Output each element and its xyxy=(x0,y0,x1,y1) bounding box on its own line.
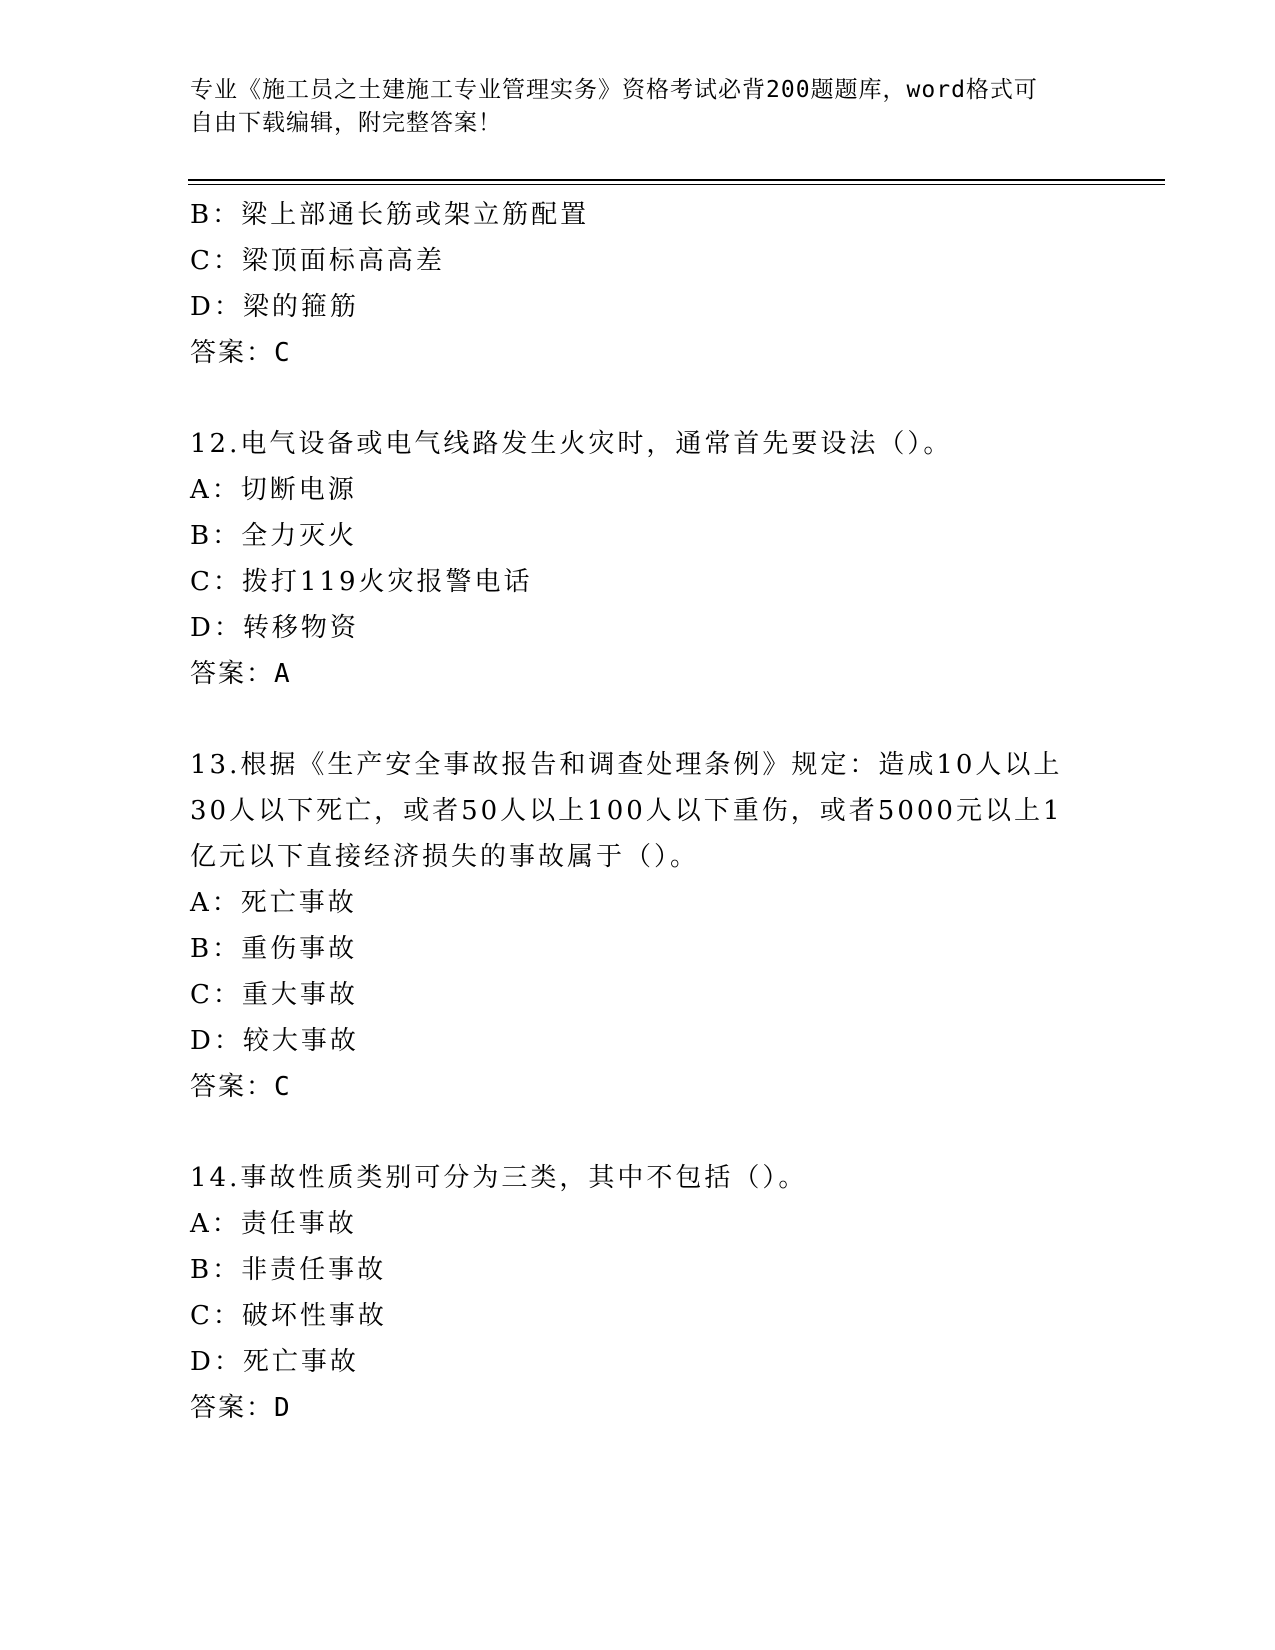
answer: 答案：C xyxy=(190,338,292,368)
option-c: C：拨打119火灾报警电话 xyxy=(190,567,533,597)
header-line-2: 自由下载编辑，附完整答案！ xyxy=(190,110,502,136)
answer: 答案：D xyxy=(190,1393,292,1423)
question-stem: 14.事故性质类别可分为三类，其中不包括（）。 xyxy=(190,1163,808,1193)
header-line-1: 专业《施工员之土建施工专业管理实务》资格考试必背200题题库，word格式可 xyxy=(190,77,1038,103)
option-b: B：梁上部通长筋或架立筋配置 xyxy=(190,200,590,230)
option-a: A：责任事故 xyxy=(190,1209,357,1239)
answer: 答案：C xyxy=(190,1072,292,1102)
question-13 xyxy=(190,742,1090,1110)
question-stem-line-3: 亿元以下直接经济损失的事故属于（）。 xyxy=(190,842,700,872)
option-d: D：转移物资 xyxy=(190,613,359,643)
header-divider-thin xyxy=(188,184,1165,185)
question-list xyxy=(190,192,1090,1431)
document-header xyxy=(190,74,1090,140)
option-c: C：破坏性事故 xyxy=(190,1301,387,1331)
question-stem: 13.根据《生产安全事故报告和调查处理条例》规定：造成10人以上 xyxy=(190,750,1063,780)
header-divider-thick xyxy=(188,179,1165,181)
option-c: C：重大事故 xyxy=(190,980,358,1010)
question-14 xyxy=(190,1155,1090,1431)
option-d: D：死亡事故 xyxy=(190,1347,359,1377)
option-a: A：切断电源 xyxy=(190,475,357,505)
option-d: D：较大事故 xyxy=(190,1026,359,1056)
question-stem: 12.电气设备或电气线路发生火灾时，通常首先要设法（）。 xyxy=(190,429,953,459)
question-11-continued xyxy=(190,192,1090,376)
option-d: D：梁的箍筋 xyxy=(190,292,359,322)
option-b: B：非责任事故 xyxy=(190,1255,387,1285)
option-c: C：梁顶面标高高差 xyxy=(190,246,445,276)
answer: 答案：A xyxy=(190,659,292,689)
question-12 xyxy=(190,421,1090,697)
spacer xyxy=(190,697,1090,742)
spacer xyxy=(190,1110,1090,1155)
option-b: B：全力灭火 xyxy=(190,521,358,551)
option-b: B：重伤事故 xyxy=(190,934,358,964)
option-a: A：死亡事故 xyxy=(190,888,357,918)
question-stem-line-2: 30人以下死亡，或者50人以上100人以下重伤，或者5000元以上1 xyxy=(190,796,1063,826)
spacer xyxy=(190,376,1090,421)
